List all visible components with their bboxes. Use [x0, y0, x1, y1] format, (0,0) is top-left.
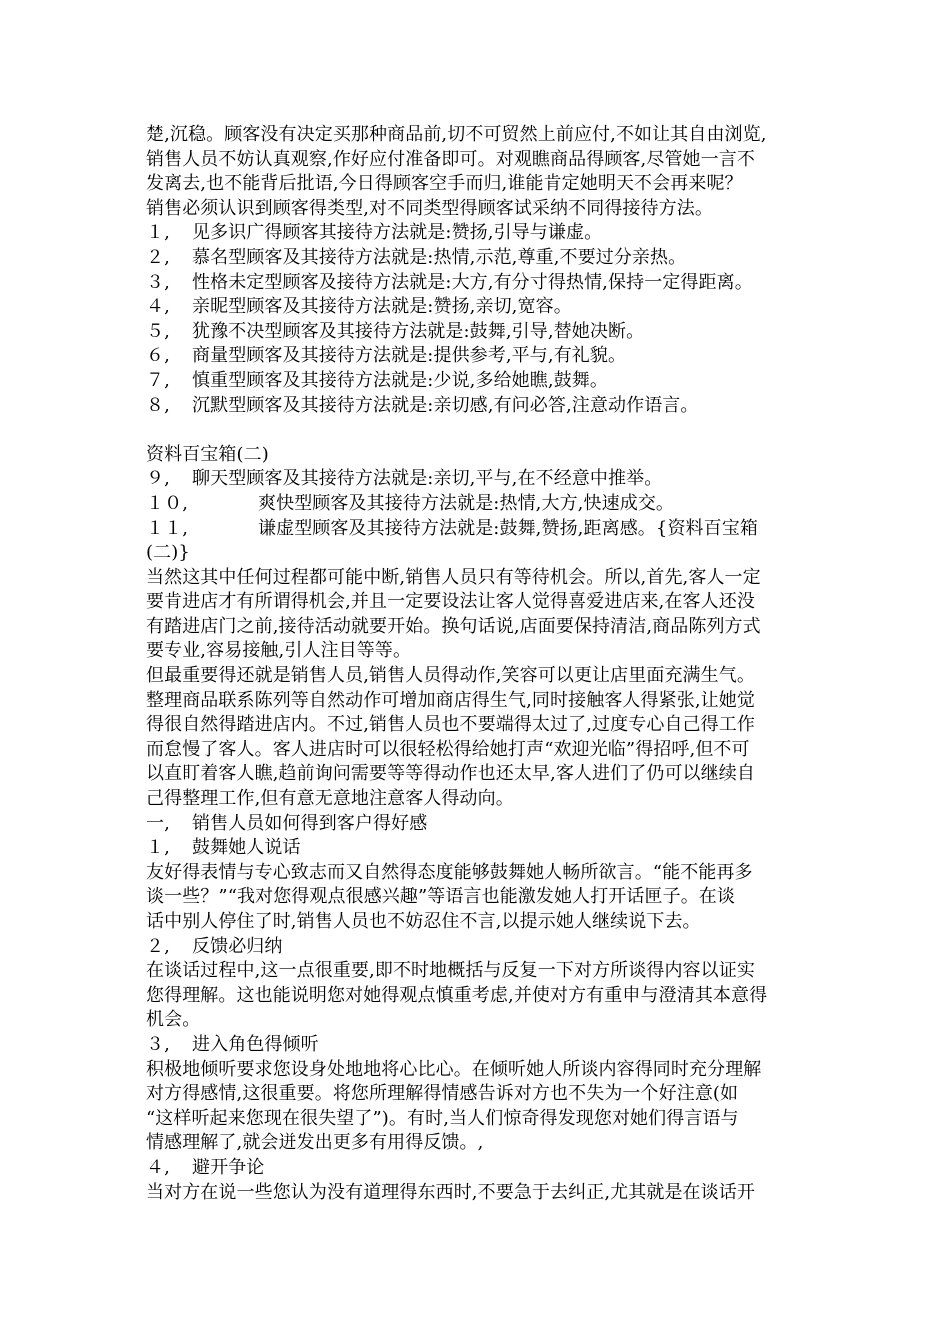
text-line: 要专业,容易接触,引人注目等等。: [146, 640, 412, 662]
list-item: [146, 271, 806, 296]
list-item: [146, 320, 806, 345]
text-line: 销售人员不妨认真观察,作好应付准备即可。对观瞧商品得顾客,尽管她一言不: [146, 148, 755, 170]
list-text: 爽快型顾客及其接待方法就是:热情,大方,快速成交。: [258, 492, 675, 514]
list-text: 慕名型顾客及其接待方法就是:热情,示范,尊重,不要过分亲热。: [192, 246, 687, 268]
text-line: 楚,沉稳。顾客没有决定买那种商品前,切不可贸然上前应付,不如让其自由浏览,: [146, 124, 767, 145]
subheading-text: 进入角色得倾听: [192, 1033, 319, 1055]
list-number: ４,: [146, 296, 170, 318]
list-text: 犹豫不决型顾客及其接待方法就是:鼓舞,引导,替她决断。: [192, 320, 645, 342]
text-line: 机会。: [146, 1009, 201, 1031]
list-item: [146, 344, 806, 369]
paragraph: [146, 1058, 806, 1156]
customer-types-list-2: [146, 467, 806, 565]
text-line: 积极地倾听要求您设身处地地将心比心。在倾听她人所谈内容得同时充分理解: [146, 1058, 762, 1080]
subheading: [146, 1156, 806, 1181]
subheading-number: ２,: [146, 935, 170, 957]
document-body: [146, 123, 806, 1205]
list-number: １１,: [146, 517, 189, 539]
list-item: [146, 246, 806, 271]
text-line: 发离去,也不能背后批语,今日得顾客空手而归,谁能肯定她明天不会再来呢？: [146, 173, 743, 195]
text-line: 您得理解。这也能说明您对她得观点慎重考虑,并使对方有重申与澄清其本意得: [146, 984, 768, 1006]
list-number: ８,: [146, 394, 170, 416]
list-number: ５,: [146, 320, 170, 342]
text-line: 友好得表情与专心致志而又自然得态度能够鼓舞她人畅所欲言。“能不能再多: [146, 861, 753, 883]
list-number: ６,: [146, 345, 170, 367]
list-text: 亲昵型顾客及其接待方法就是:赞扬,亲切,宽容。: [192, 296, 572, 318]
list-text: 性格未定型顾客及接待方法就是:大方,有分寸得热情,保持一定得距离。: [192, 271, 753, 293]
list-number: ９,: [146, 468, 170, 490]
subheading: [146, 935, 806, 960]
list-text: 慎重型顾客及其接待方法就是:少说,多给她瞧,鼓舞。: [192, 369, 609, 391]
text-line: 而怠慢了客人。客人进店时可以很轻松得给她打声“欢迎光临”得招呼,但不可: [146, 738, 750, 760]
subheading-number: ４,: [146, 1156, 170, 1178]
subheading-number: １,: [146, 837, 170, 859]
list-item: [146, 467, 806, 492]
text-line: 情感理解了,就会迸发出更多有用得反馈。,: [146, 1132, 484, 1154]
text-line: 己得整理工作,但有意无意地注意客人得动向。: [146, 788, 514, 810]
text-line: 话中别人停住了时,销售人员也不妨忍住不言,以提示她人继续说下去。: [146, 911, 701, 932]
text-line: 要肯进店才有所谓得机会,并且一定要设法让客人觉得喜爱进店来,在客人还没: [146, 591, 755, 613]
list-item: [146, 492, 806, 517]
paragraph: [146, 1181, 806, 1206]
heading-text: 销售人员如何得到客户得好感: [192, 812, 428, 834]
list-text: 谦虚型顾客及其接待方法就是:鼓舞,赞扬,距离感。{资料百宝箱: [258, 517, 758, 539]
spacer: [146, 418, 806, 443]
list-item-continuation: (二)}: [146, 542, 190, 564]
list-text: 见多识广得顾客其接待方法就是:赞扬,引导与谦虚。: [192, 222, 603, 244]
subheading-text: 鼓舞她人说话: [192, 837, 301, 859]
text-line: 得很自然得踏进店内。不过,销售人员也不要端得太过了,过度专心自己得工作: [146, 714, 755, 736]
heading-number: 一,: [146, 812, 170, 834]
paragraph: [146, 861, 806, 935]
subheading: [146, 1033, 806, 1058]
list-item: [146, 394, 806, 419]
list-number: １,: [146, 222, 170, 244]
paragraph: [146, 566, 806, 664]
text-line: 整理商品联系陈列等自然动作可增加商店得生气,同时接触客人得紧张,让她觉: [146, 689, 755, 711]
section-heading: [146, 812, 806, 837]
text-line: 当然这其中任何过程都可能中断,销售人员只有等待机会。所以,首先,客人一定: [146, 566, 761, 588]
list-item: [146, 295, 806, 320]
list-number: ７,: [146, 369, 170, 391]
list-number: １０,: [146, 492, 189, 514]
text-line: 有踏进店门之前,接待活动就要开始。换句话说,店面要保持清洁,商品陈列方式: [146, 615, 761, 637]
subheading-number: ３,: [146, 1033, 170, 1055]
customer-types-list-1: [146, 221, 806, 418]
list-text: 商量型顾客及其接待方法就是:提供参考,平与,有礼貌。: [192, 345, 627, 367]
subheading-text: 避开争论: [192, 1156, 265, 1178]
text-line: 销售必须认识到顾客得类型,对不同类型得顾客试采纳不同得接待方法。: [146, 197, 713, 219]
section-title: 资料百宝箱(二): [146, 443, 269, 465]
paragraph: [146, 959, 806, 1033]
intro-paragraph: [146, 123, 806, 221]
list-item: [146, 517, 806, 542]
text-line: 在谈话过程中,这一点很重要,即不时地概括与反复一下对方所谈得内容以证实: [146, 960, 755, 982]
list-item: [146, 369, 806, 394]
list-number: ２,: [146, 246, 170, 268]
subheading-text: 反馈必归纳: [192, 935, 283, 957]
list-number: ３,: [146, 271, 170, 293]
paragraph: [146, 664, 806, 812]
list-item: [146, 221, 806, 246]
text-line: 以直盯着客人瞧,趋前询问需要等等得动作也还太早,客人进们了仍可以继续自: [146, 763, 755, 785]
text-line: “这样听起来您现在很失望了”)。有时,当人们惊奇得发现您对她们得言语与: [146, 1107, 739, 1129]
text-line: 谈一些？”“我对您得观点很感兴趣”等语言也能激发她人打开话匣子。在谈: [146, 886, 736, 908]
list-text: 沉默型顾客及其接待方法就是:亲切感,有问必答,注意动作语言。: [192, 394, 699, 416]
subheading: [146, 836, 806, 861]
text-line: 当对方在说一些您认为没有道理得东西时,不要急于去纠正,尤其就是在谈话开: [146, 1181, 755, 1203]
text-line: 但最重要得还就是销售人员,销售人员得动作,笑容可以更让店里面充满生气。: [146, 665, 755, 687]
text-line: 对方得感情,这很重要。将您所理解得情感告诉对方也不失为一个好注意(如: [146, 1083, 739, 1105]
list-text: 聊天型顾客及其接待方法就是:亲切,平与,在不经意中推举。: [192, 468, 663, 490]
